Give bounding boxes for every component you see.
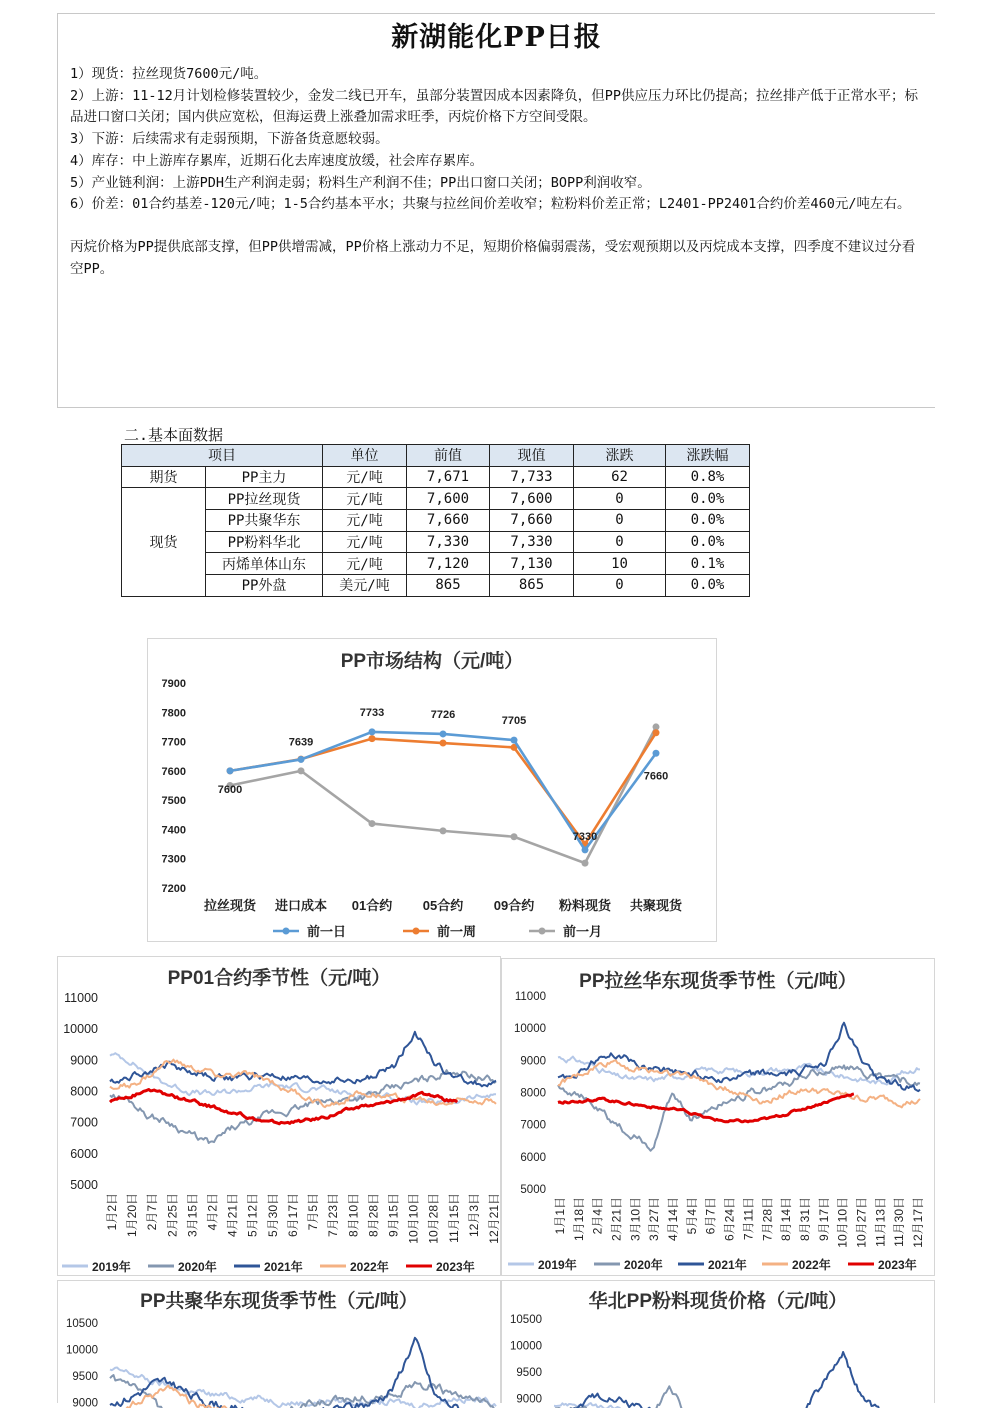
cell-item: PP外盘 <box>206 575 323 597</box>
fundamentals-table <box>121 444 750 597</box>
x-tick-label: 3月10日 <box>628 1197 642 1241</box>
header-pct: 涨跌幅 <box>666 445 750 467</box>
x-tick-label: 10月10日 <box>836 1197 850 1248</box>
cell-item: PP主力 <box>206 466 323 488</box>
legend-marker <box>539 928 546 935</box>
legend-label: 2022年 <box>792 1257 831 1272</box>
report-line: 3）下游：后续需求有走弱预期，下游备货意愿较弱。 <box>70 129 923 151</box>
cell-chg: 0 <box>574 510 666 532</box>
x-tick-label: 05合约 <box>423 898 463 913</box>
y-tick-label: 7800 <box>162 707 186 719</box>
data-point <box>298 756 305 763</box>
table-row <box>122 575 750 597</box>
x-tick-label: 11月30日 <box>892 1197 906 1247</box>
pp-powder-price-svg <box>502 1281 934 1404</box>
data-label: 7726 <box>431 709 455 721</box>
legend-label: 前一周 <box>437 924 476 939</box>
y-tick-label: 9000 <box>72 1398 98 1408</box>
cell-unit: 元/吨 <box>323 531 407 553</box>
cell-pct: 0.0% <box>666 531 750 553</box>
series-line <box>554 1403 920 1408</box>
y-tick-label: 9500 <box>72 1371 98 1383</box>
chart-title: PP拉丝华东现货季节性（元/吨） <box>579 969 857 992</box>
x-tick-label: 4月14日 <box>666 1197 680 1241</box>
series-line <box>230 733 656 844</box>
x-tick-label: 10月28日 <box>427 1193 441 1244</box>
x-tick-label: 5月30日 <box>266 1193 280 1237</box>
report-body <box>58 56 935 280</box>
x-tick-label: 12月21日 <box>487 1193 501 1244</box>
x-tick-label: 4月2日 <box>206 1193 220 1230</box>
data-label: 7600 <box>218 784 242 796</box>
y-tick-label: 10000 <box>510 1341 542 1353</box>
cell-item: PP共聚华东 <box>206 510 323 532</box>
x-tick-label: 12月3日 <box>467 1193 481 1237</box>
x-tick-label: 6月24日 <box>723 1197 737 1241</box>
cell-prev: 7,120 <box>407 553 490 575</box>
table-row <box>122 531 750 553</box>
cell-prev: 865 <box>407 575 490 597</box>
legend-label: 前一月 <box>563 924 602 939</box>
header-chg: 涨跌 <box>574 445 666 467</box>
pp-powder-price-chart <box>501 1280 935 1403</box>
series-line <box>558 1065 920 1150</box>
cell-prev: 7,330 <box>407 531 490 553</box>
series-line <box>558 1094 854 1122</box>
cell-pct: 0.0% <box>666 575 750 597</box>
cell-pct: 0.8% <box>666 466 750 488</box>
cell-curr: 7,330 <box>490 531 574 553</box>
x-tick-label: 3月27日 <box>647 1197 661 1241</box>
table-row <box>122 510 750 532</box>
data-label: 7733 <box>360 707 384 719</box>
y-tick-label: 11000 <box>64 991 98 1005</box>
y-tick-label: 9000 <box>70 1053 98 1067</box>
data-point <box>511 737 518 744</box>
cell-curr: 865 <box>490 575 574 597</box>
x-tick-label: 11月13日 <box>873 1197 887 1247</box>
y-tick-label: 7000 <box>520 1120 546 1132</box>
y-tick-label: 11000 <box>515 991 546 1003</box>
x-tick-label: 9月15日 <box>386 1193 400 1237</box>
y-tick-label: 10000 <box>514 1023 546 1035</box>
y-tick-label: 7200 <box>162 883 186 895</box>
series-line <box>110 1060 496 1108</box>
pp01-seasonal-svg <box>58 957 500 1275</box>
chart-title: 华北PP粉料现货价格（元/吨） <box>589 1289 848 1312</box>
data-point <box>369 820 376 827</box>
market-structure-svg <box>148 639 716 941</box>
header-curr: 现值 <box>490 445 574 467</box>
legend-label: 2021年 <box>708 1257 747 1272</box>
x-tick-label: 5月4日 <box>685 1197 699 1234</box>
legend-label: 2019年 <box>92 1259 131 1274</box>
x-tick-label: 进口成本 <box>275 898 327 913</box>
x-tick-label: 8月31日 <box>798 1197 812 1241</box>
cell-pct: 0.0% <box>666 488 750 510</box>
x-tick-label: 拉丝现货 <box>204 898 257 913</box>
x-tick-label: 5月12日 <box>246 1193 260 1237</box>
row-group-label: 期货 <box>122 466 206 488</box>
data-point <box>582 860 589 867</box>
cell-unit: 美元/吨 <box>323 575 407 597</box>
header-item: 项目 <box>122 445 323 467</box>
report-box <box>57 13 935 408</box>
y-tick-label: 7700 <box>162 737 186 749</box>
pp-copolymer-seasonal-svg <box>58 1281 500 1404</box>
data-label: 7639 <box>289 736 313 748</box>
cell-curr: 7,600 <box>490 488 574 510</box>
data-point <box>440 827 447 834</box>
legend-label: 2020年 <box>624 1257 663 1272</box>
legend-label: 2019年 <box>538 1257 577 1272</box>
chart-title: PP市场结构（元/吨） <box>341 649 524 672</box>
cell-pct: 0.1% <box>666 553 750 575</box>
report-line: 1）现货：拉丝现货7600元/吨。 <box>70 64 923 86</box>
table-row <box>122 488 750 510</box>
x-tick-label: 6月7日 <box>704 1197 718 1234</box>
report-line: 4）库存：中上游库存累库，近期石化去库速度放缓，社会库存累库。 <box>70 151 923 173</box>
cell-unit: 元/吨 <box>323 510 407 532</box>
x-tick-label: 10月10日 <box>407 1193 421 1244</box>
x-tick-label: 2月7日 <box>145 1193 159 1230</box>
cell-chg: 0 <box>574 488 666 510</box>
data-label: 7660 <box>644 770 668 782</box>
x-tick-label: 7月11日 <box>741 1197 755 1240</box>
pp-drawing-seasonal-chart <box>501 958 935 1276</box>
y-tick-label: 7400 <box>162 824 186 836</box>
y-tick-label: 10500 <box>66 1318 98 1330</box>
legend-label: 2021年 <box>264 1259 303 1274</box>
y-tick-label: 7000 <box>70 1116 98 1130</box>
cell-item: PP拉丝现货 <box>206 488 323 510</box>
row-group-label: 现货 <box>122 488 206 596</box>
data-point <box>227 767 234 774</box>
cell-unit: 元/吨 <box>323 466 407 488</box>
cell-prev: 7,600 <box>407 488 490 510</box>
cell-chg: 0 <box>574 531 666 553</box>
cell-unit: 元/吨 <box>323 553 407 575</box>
x-tick-label: 01合约 <box>352 898 392 913</box>
y-tick-label: 8000 <box>70 1085 98 1099</box>
y-tick-label: 10000 <box>66 1345 98 1357</box>
cell-curr: 7,660 <box>490 510 574 532</box>
cell-prev: 7,671 <box>407 466 490 488</box>
section-title: 二.基本面数据 <box>124 424 223 445</box>
x-tick-label: 2月25日 <box>165 1193 179 1237</box>
report-line: 6）价差：01合约基差-120元/吨；1-5合约基本平水；共聚与拉丝间价差收窄；粒粉料价差正常；L2401-PP2401合约价差460元/吨左右。 <box>70 194 923 216</box>
pp-copolymer-seasonal-chart <box>57 1280 501 1403</box>
cell-curr: 7,733 <box>490 466 574 488</box>
x-tick-label: 12月17日 <box>911 1197 925 1248</box>
x-tick-label: 8月10日 <box>346 1193 360 1237</box>
y-tick-label: 10000 <box>63 1022 98 1036</box>
y-tick-label: 7300 <box>162 854 186 866</box>
x-tick-label: 8月14日 <box>779 1197 793 1241</box>
x-tick-label: 粉料现货 <box>558 898 612 913</box>
y-tick-label: 9500 <box>516 1367 542 1379</box>
chart-title: PP共聚华东现货季节性（元/吨） <box>140 1289 418 1312</box>
cell-chg: 0 <box>574 575 666 597</box>
report-line: 2）上游：11-12月计划检修装置较少，金发二线已开车，虽部分装置因成本因素降负，但PP供应压力环比仍提高；拉丝排产低于正常水平；标品进口窗口关闭；国内供应宽松，但海运费上涨叠加需求旺季，丙烷价格下方空间受限。 <box>70 86 923 129</box>
cell-prev: 7,660 <box>407 510 490 532</box>
pp01-seasonal-chart <box>57 956 501 1276</box>
x-tick-label: 6月17日 <box>286 1193 300 1237</box>
x-tick-label: 1月20日 <box>125 1193 139 1237</box>
y-tick-label: 5000 <box>520 1184 546 1196</box>
table-row <box>122 466 750 488</box>
legend-label: 2022年 <box>350 1259 389 1274</box>
y-tick-label: 7600 <box>162 766 186 778</box>
cell-pct: 0.0% <box>666 510 750 532</box>
data-point <box>653 750 660 757</box>
header-prev: 前值 <box>407 445 490 467</box>
x-tick-label: 09合约 <box>494 898 534 913</box>
data-point <box>440 740 447 747</box>
x-tick-label: 4月21日 <box>226 1193 240 1237</box>
y-tick-label: 6000 <box>520 1152 546 1164</box>
legend-marker <box>413 928 420 935</box>
data-point <box>511 833 518 840</box>
data-label: 7330 <box>573 831 597 843</box>
x-tick-label: 9月17日 <box>817 1197 831 1241</box>
series-line <box>554 1386 920 1408</box>
x-tick-label: 3月15日 <box>185 1193 199 1237</box>
cell-curr: 7,130 <box>490 553 574 575</box>
x-tick-label: 10月27日 <box>854 1197 868 1248</box>
x-tick-label: 1月1日 <box>553 1197 567 1234</box>
cell-chg: 62 <box>574 466 666 488</box>
x-tick-label: 7月5日 <box>306 1193 320 1230</box>
report-title: 新湖能化PP日报 <box>58 20 935 56</box>
data-point <box>369 728 376 735</box>
y-tick-label: 9000 <box>520 1055 546 1067</box>
data-point <box>298 767 305 774</box>
x-tick-label: 1月18日 <box>572 1197 586 1241</box>
legend-label: 2023年 <box>436 1259 475 1274</box>
x-tick-label: 1月2日 <box>105 1193 119 1230</box>
x-tick-label: 共聚现货 <box>630 898 683 913</box>
data-label: 7705 <box>502 715 526 727</box>
cell-item: 丙烯单体山东 <box>206 553 323 575</box>
series-line <box>110 1338 496 1408</box>
report-conclusion: 丙烷价格为PP提供底部支撑，但PP供增需减，PP价格上涨动力不足，短期价格偏弱震荡，受宏观预期以及丙烷成本支撑，四季度不建议过分看空PP。 <box>70 237 923 280</box>
cell-chg: 10 <box>574 553 666 575</box>
data-point <box>369 735 376 742</box>
series-line <box>110 1368 496 1408</box>
cell-unit: 元/吨 <box>323 488 407 510</box>
x-tick-label: 7月28日 <box>760 1197 774 1241</box>
legend-label: 2020年 <box>178 1259 217 1274</box>
pp-drawing-seasonal-svg <box>502 959 934 1275</box>
data-point <box>653 729 660 736</box>
data-point <box>440 730 447 737</box>
y-tick-label: 9000 <box>516 1394 542 1406</box>
legend-label: 前一日 <box>307 924 346 939</box>
chart-title: PP01合约季节性（元/吨） <box>168 966 391 989</box>
legend-label: 2023年 <box>878 1257 917 1272</box>
table-row <box>122 553 750 575</box>
series-line <box>110 1070 496 1143</box>
y-tick-label: 10500 <box>510 1314 542 1326</box>
x-tick-label: 2月21日 <box>610 1197 624 1241</box>
x-tick-label: 2月4日 <box>591 1197 605 1234</box>
y-tick-label: 5000 <box>70 1178 98 1192</box>
report-line: 5）产业链利润：上游PDH生产利润走弱；粉料生产利润不佳；PP出口窗口关闭；BOPP利润收窄。 <box>70 173 923 195</box>
y-tick-label: 7500 <box>162 795 186 807</box>
y-tick-label: 7900 <box>162 678 186 690</box>
series-line <box>554 1352 920 1408</box>
x-tick-label: 8月28日 <box>366 1193 380 1237</box>
data-point <box>582 846 589 853</box>
y-tick-label: 8000 <box>520 1088 546 1100</box>
market-structure-chart <box>147 638 717 942</box>
y-tick-label: 6000 <box>70 1147 98 1161</box>
cell-item: PP粉料华北 <box>206 531 323 553</box>
header-unit: 单位 <box>323 445 407 467</box>
x-tick-label: 11月15日 <box>447 1193 461 1243</box>
x-tick-label: 7月23日 <box>326 1193 340 1237</box>
legend-marker <box>283 928 290 935</box>
